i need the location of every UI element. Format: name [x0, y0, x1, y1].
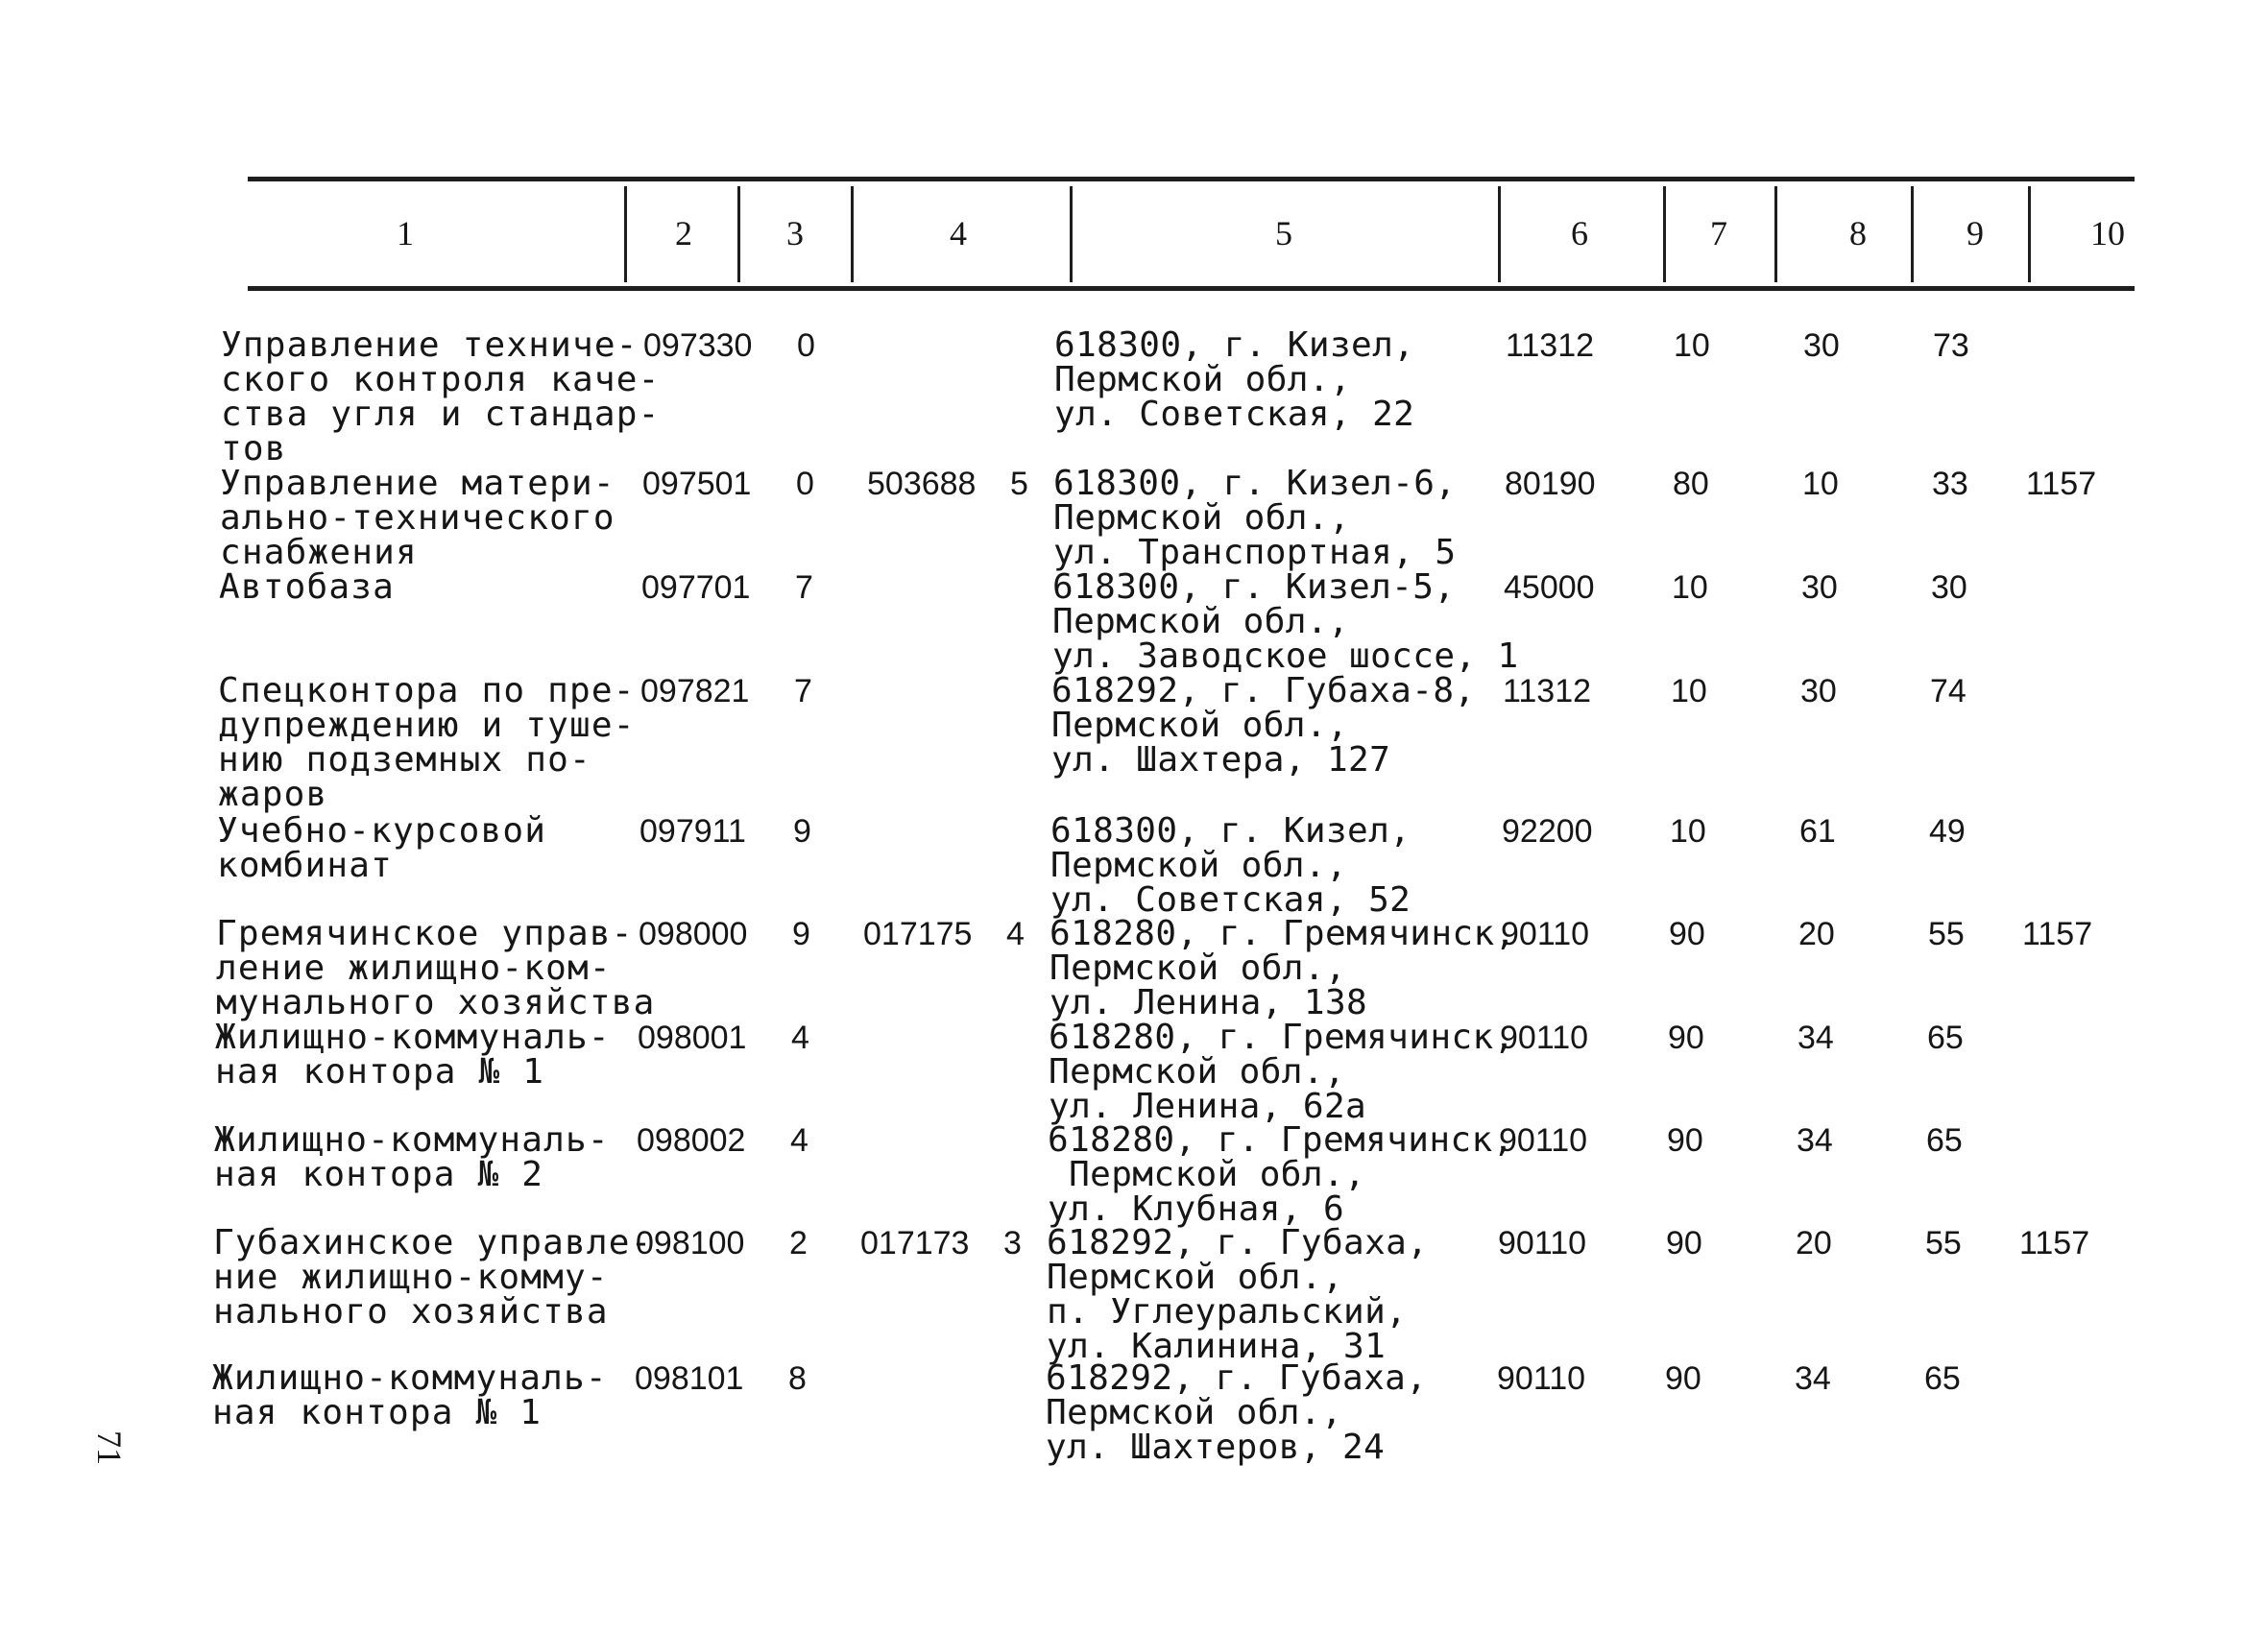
- col8-cell: 34: [1797, 1122, 1833, 1159]
- okpo-check-digit-cell: 9: [792, 916, 810, 952]
- column-separator: [851, 186, 854, 282]
- org-name-cell: Автобаза: [219, 567, 395, 607]
- okpo-check-digit-cell: 0: [797, 327, 815, 364]
- col7-cell: 10: [1670, 813, 1706, 850]
- org-name-cell: Губахинское управле- ние жилищно-комму- нального хозяйства: [213, 1223, 653, 1332]
- okpo-check-digit-cell: 9: [793, 813, 811, 850]
- address-cell: 618300, г. Кизел, Пермской обл., ул. Советская, 52: [1050, 811, 1411, 920]
- col6-cell: 92200: [1502, 813, 1593, 850]
- col9-cell: 55: [1928, 916, 1965, 952]
- column-separator: [2028, 186, 2031, 282]
- parent-check-digit-cell: 3: [1003, 1225, 1022, 1261]
- col9-cell: 74: [1930, 673, 1966, 709]
- col10-cell: 1157: [2026, 466, 2097, 502]
- col6-cell: 11312: [1503, 673, 1592, 709]
- okpo-code-cell: 098000: [639, 916, 748, 952]
- col7-cell: 10: [1674, 327, 1710, 364]
- org-name-cell: Управление матери- ально-технического снабжения: [220, 464, 615, 572]
- okpo-check-digit-cell: 4: [791, 1020, 809, 1056]
- col10-cell: 1157: [2019, 1225, 2090, 1261]
- address-cell: 618280, г. Гремячинск, Пермской обл., ул. Клубная, 6: [1048, 1120, 1514, 1229]
- col6-cell: 45000: [1504, 569, 1595, 606]
- address-cell: 618300, г. Кизел-5, Пермской обл., ул. Заводское шоссе, 1: [1052, 567, 1519, 676]
- column-header-10: 10: [2090, 214, 2125, 252]
- col7-cell: 10: [1671, 673, 1707, 709]
- col8-cell: 61: [1799, 813, 1836, 850]
- org-name-cell: Жилищно-коммуналь- ная контора № 1: [215, 1018, 611, 1092]
- column-header-5: 5: [1275, 214, 1292, 252]
- col6-cell: 90110: [1501, 916, 1590, 952]
- address-cell: 618292, г. Губаха, Пермской обл., ул. Шахтеров, 24: [1046, 1358, 1428, 1467]
- okpo-code-cell: 097911: [639, 813, 746, 850]
- address-cell: 618280, г. Гремячинск, Пермской обл., ул. Ленина, 62а: [1049, 1018, 1515, 1126]
- address-cell: 618292, г. Губаха-8, Пермской обл., ул. Шахтера, 127: [1051, 671, 1476, 780]
- col7-cell: 90: [1668, 1020, 1704, 1056]
- col7-cell: 90: [1665, 1360, 1701, 1397]
- parent-check-digit-cell: 5: [1010, 466, 1028, 502]
- org-name-cell: Жилищно-коммуналь- ная контора № 2: [214, 1120, 610, 1194]
- col9-cell: 33: [1932, 466, 1968, 502]
- column-header-9: 9: [1966, 214, 1984, 252]
- org-name-cell: Жилищно-коммуналь- ная контора № 1: [212, 1358, 608, 1432]
- org-name-cell: Управление техниче- ского контроля каче- ства угля и стандар- тов: [221, 325, 661, 468]
- parent-code-cell: 017175: [863, 916, 973, 952]
- col9-cell: 49: [1929, 813, 1966, 850]
- col8-cell: 20: [1798, 916, 1835, 952]
- col9-cell: 65: [1924, 1360, 1961, 1397]
- org-name-cell: Спецконтора по пре- дупреждению и туше- нию подземных по- жаров: [218, 671, 636, 814]
- okpo-check-digit-cell: 0: [796, 466, 814, 502]
- col8-cell: 30: [1800, 673, 1837, 709]
- col8-cell: 34: [1798, 1020, 1834, 1056]
- okpo-code-cell: 097501: [642, 466, 752, 502]
- org-name-cell: Учебно-курсовой комбинат: [217, 811, 547, 885]
- parent-check-digit-cell: 4: [1006, 916, 1025, 952]
- col7-cell: 10: [1672, 569, 1708, 606]
- col9-cell: 30: [1931, 569, 1967, 606]
- column-header-4: 4: [950, 214, 967, 252]
- col9-cell: 55: [1925, 1225, 1962, 1261]
- column-header-2: 2: [675, 214, 692, 252]
- column-separator: [624, 186, 627, 282]
- col8-cell: 10: [1802, 466, 1839, 502]
- page-number: 71: [90, 1430, 129, 1465]
- column-header-6: 6: [1571, 214, 1588, 252]
- column-header-8: 8: [1849, 214, 1867, 252]
- parent-code-cell: 017173: [860, 1225, 970, 1261]
- col6-cell: 90110: [1500, 1020, 1589, 1056]
- column-header-3: 3: [786, 214, 804, 252]
- header-bottom-rule: [248, 286, 2135, 291]
- okpo-code-cell: 097821: [640, 673, 750, 709]
- col8-cell: 20: [1796, 1225, 1832, 1261]
- address-cell: 618300, г. Кизел, Пермской обл., ул. Советская, 22: [1054, 325, 1415, 434]
- col7-cell: 90: [1666, 1225, 1702, 1261]
- org-name-cell: Гремячинское управ- ление жилищно-ком- мунального хозяйства: [216, 914, 656, 1022]
- column-separator: [1911, 186, 1914, 282]
- column-header-1: 1: [397, 214, 414, 252]
- col9-cell: 65: [1926, 1122, 1963, 1159]
- col6-cell: 90110: [1499, 1122, 1588, 1159]
- okpo-code-cell: 097701: [641, 569, 751, 606]
- col8-cell: 30: [1803, 327, 1840, 364]
- okpo-check-digit-cell: 2: [789, 1225, 808, 1261]
- column-separator: [737, 186, 740, 282]
- okpo-code-cell: 098101: [635, 1360, 744, 1397]
- col9-cell: 73: [1933, 327, 1969, 364]
- col6-cell: 80190: [1505, 466, 1596, 502]
- okpo-code-cell: 098100: [636, 1225, 745, 1261]
- col10-cell: 1157: [2022, 916, 2093, 952]
- address-cell: 618300, г. Кизел-6, Пермской обл., ул. Транспортная, 5: [1053, 464, 1457, 572]
- column-header-7: 7: [1710, 214, 1727, 252]
- okpo-check-digit-cell: 8: [788, 1360, 807, 1397]
- okpo-code-cell: 098001: [638, 1020, 747, 1056]
- col7-cell: 90: [1669, 916, 1705, 952]
- column-separator: [1774, 186, 1777, 282]
- parent-code-cell: 503688: [867, 466, 977, 502]
- column-separator: [1498, 186, 1501, 282]
- col7-cell: 80: [1673, 466, 1709, 502]
- col6-cell: 90110: [1497, 1360, 1586, 1397]
- col6-cell: 11312: [1506, 327, 1595, 364]
- okpo-code-cell: 097330: [643, 327, 753, 364]
- column-separator: [1663, 186, 1666, 282]
- header-top-rule: [248, 177, 2135, 181]
- col9-cell: 65: [1927, 1020, 1964, 1056]
- column-separator: [1070, 186, 1073, 282]
- okpo-check-digit-cell: 7: [795, 569, 813, 606]
- okpo-code-cell: 098002: [637, 1122, 746, 1159]
- col8-cell: 30: [1801, 569, 1838, 606]
- address-cell: 618292, г. Губаха, Пермской обл., п. Углеуральский, ул. Калинина, 31: [1047, 1223, 1429, 1366]
- okpo-check-digit-cell: 4: [790, 1122, 808, 1159]
- col8-cell: 34: [1795, 1360, 1831, 1397]
- col7-cell: 90: [1667, 1122, 1703, 1159]
- address-cell: 618280, г. Гремячинск, Пермской обл., ул. Ленина, 138: [1050, 914, 1516, 1022]
- okpo-check-digit-cell: 7: [794, 673, 812, 709]
- col6-cell: 90110: [1498, 1225, 1587, 1261]
